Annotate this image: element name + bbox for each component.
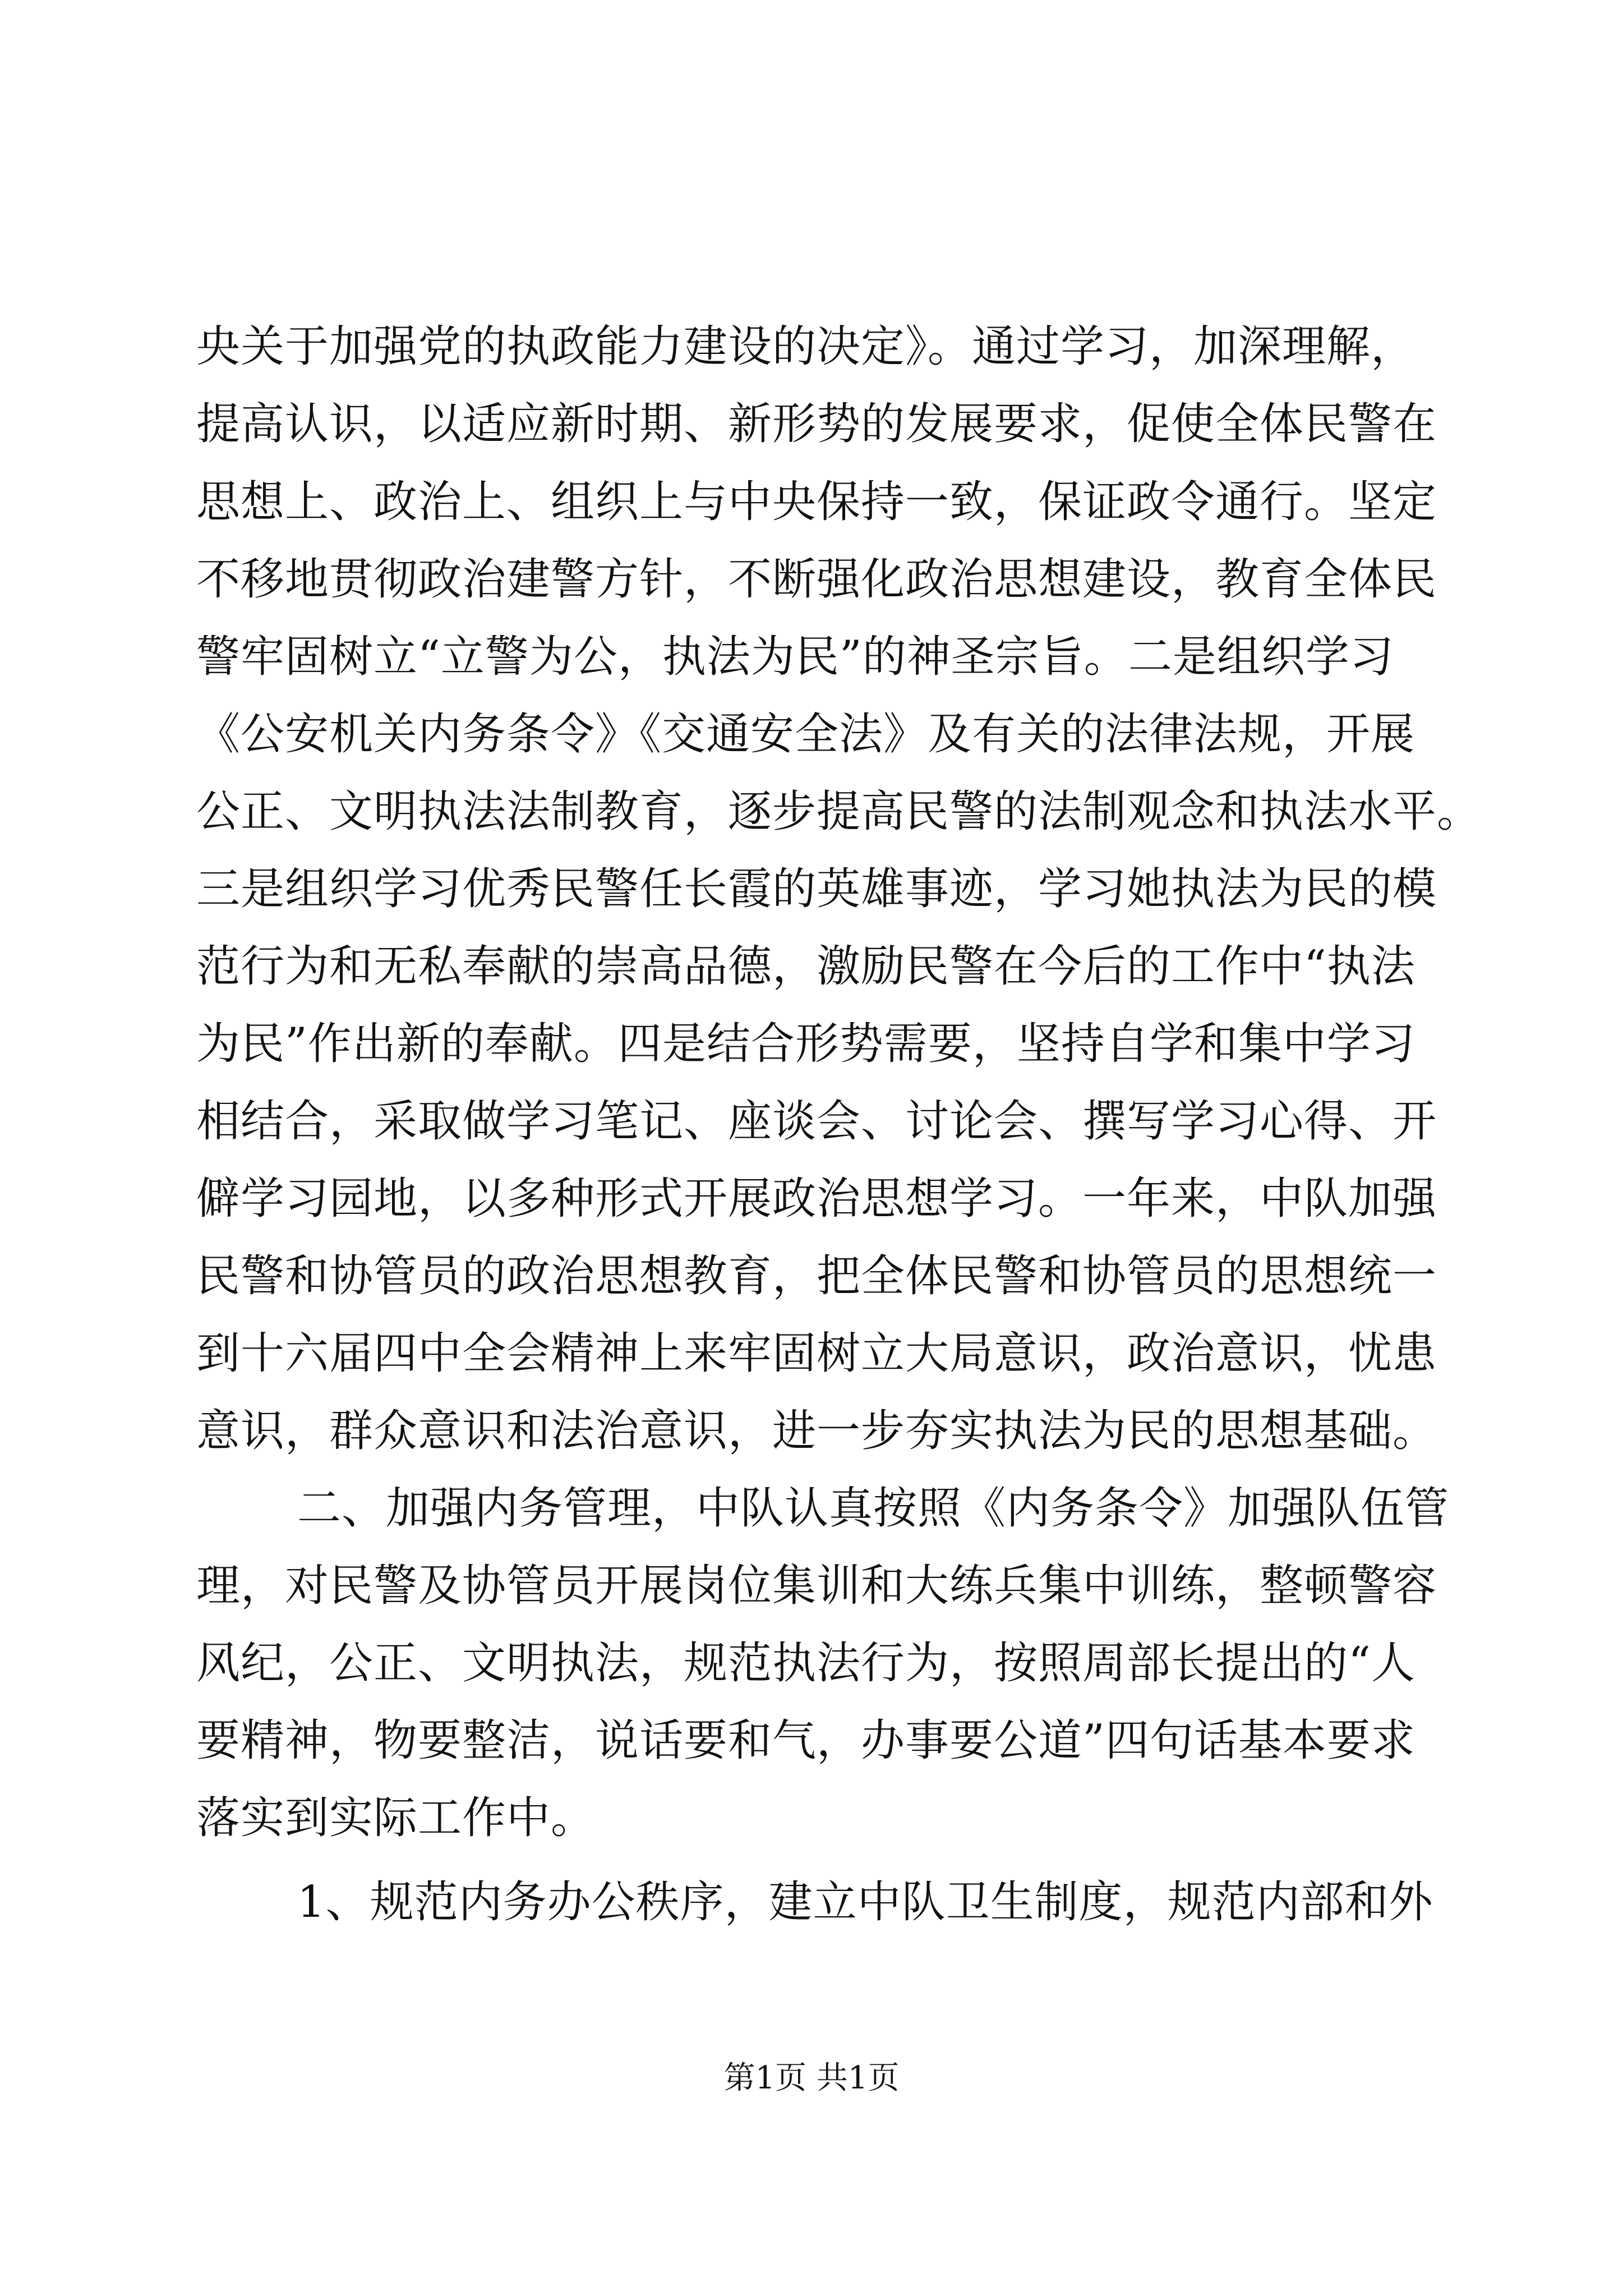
body-text-line: 公正、文明执法法制教育，逐步提高民警的法制观念和执法水平。 [196, 786, 1482, 837]
body-text-line: 落实到实际工作中。 [196, 1793, 596, 1843]
body-text-line: 风纪，公正、文明执法，规范执法行为，按照周部长提出的“人 [196, 1638, 1415, 1688]
numbered-item-line: 1、规范内务办公秩序，建立中队卫生制度，规范内部和外 [297, 1877, 1433, 1927]
body-text-line: 三是组织学习优秀民警任长霞的英雄事迹，学习她执法为民的模 [196, 864, 1437, 914]
body-text-line: 僻学习园地，以多种形式开展政治思想学习。一年来，中队加强 [196, 1174, 1437, 1224]
body-text-line: 相结合，采取做学习笔记、座谈会、讨论会、撰写学习心得、开 [196, 1096, 1437, 1147]
body-text-line: 思想上、政治上、组织上与中央保持一致，保证政令通行。坚定 [196, 477, 1437, 527]
body-text-line: 到十六届四中全会精神上来牢固树立大局意识，政治意识，忧患 [196, 1328, 1437, 1379]
body-text-line: 提高认识，以适应新时期、新形势的发展要求，促使全体民警在 [196, 399, 1437, 449]
body-text-line: 范行为和无私奉献的崇高品德，激励民警在今后的工作中“执法 [196, 941, 1415, 992]
body-text-line: 理，对民警及协管员开展岗位集训和大练兵集中训练，整顿警容 [196, 1561, 1437, 1611]
body-text-line: 为民”作出新的奉献。四是结合形势需要，坚持自学和集中学习 [196, 1019, 1415, 1069]
body-text-line: 央关于加强党的执政能力建设的决定》。通过学习，加深理解， [196, 321, 1415, 372]
paragraph-heading-line: 二、加强内务管理，中队认真按照《内务条令》加强队伍管 [297, 1483, 1450, 1534]
body-text-line: 不移地贯彻政治建警方针，不断强化政治思想建设，教育全体民 [196, 554, 1437, 605]
body-text-line: 意识，群众意识和法治意识，进一步夯实执法为民的思想基础。 [196, 1406, 1437, 1456]
body-text-line: 警牢固树立“立警为公，执法为民”的神圣宗旨。二是组织学习 [196, 632, 1394, 682]
body-text-line: 民警和协管员的政治思想教育，把全体民警和协管员的思想统一 [196, 1251, 1437, 1301]
body-text-line: 《公安机关内务条令》《交通安全法》及有关的法律法规，开展 [196, 709, 1415, 760]
body-text-line: 要精神，物要整洁，说话要和气，办事要公道”四句话基本要求 [196, 1715, 1415, 1766]
page-number-footer: 第1页 共1页 [723, 2060, 900, 2096]
